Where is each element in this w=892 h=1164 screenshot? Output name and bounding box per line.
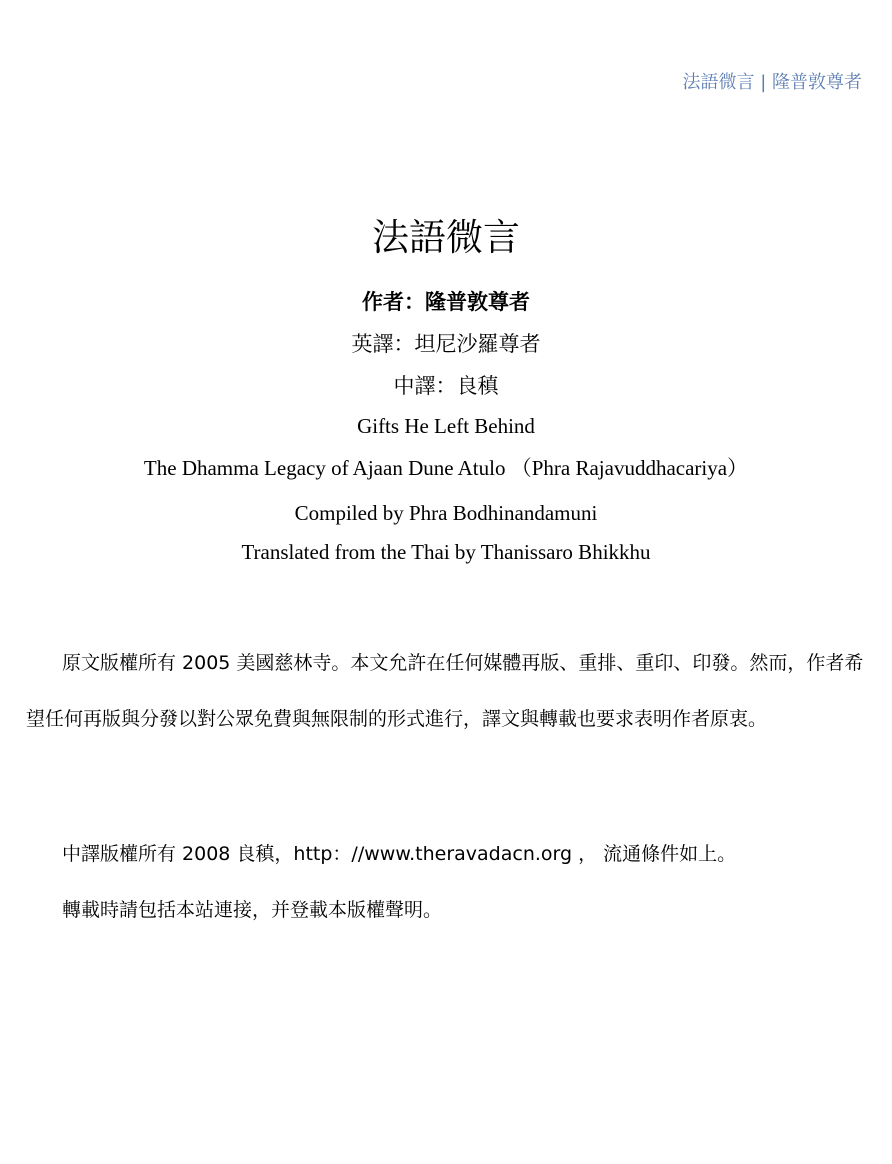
chinese-translator-line: 中譯：良稹 (393, 374, 499, 398)
english-title: Gifts He Left Behind (357, 414, 535, 438)
english-subtitle: The Dhamma Legacy of Ajaan Dune Atulo （Phra Rajavuddhacariya） (143, 456, 749, 480)
author-line: 作者：隆普敦尊者 (362, 290, 530, 314)
translated-by-line: Translated from the Thai by Thanissaro Bhikkhu (241, 540, 651, 564)
reprint-notice-paragraph: 轉載時請包括本站連接，并登載本版權聲明。 (62, 899, 443, 921)
page-title: 法語微言 (372, 216, 520, 259)
english-translator-line: 英譯：坦尼沙羅尊者 (351, 332, 541, 356)
chinese-copyright-paragraph: 中譯版權所有 2008 良稹，http：//www.theravadacn.org ， 流通條件如上。 (62, 843, 737, 865)
running-header: 法語微言 | 隆普敦尊者 (682, 72, 862, 93)
compiled-by-line: Compiled by Phra Bodhinandamuni (294, 501, 598, 525)
original-copyright-paragraph: 原文版權所有 2005 美國慈林寺。本文允許在任何媒體再版、重排、重印、印發。然而，作者希望任何再版與分發以對公眾免費與無限制的形式進行，譯文與轉載也要求表明作者原衷。 (26, 652, 864, 730)
